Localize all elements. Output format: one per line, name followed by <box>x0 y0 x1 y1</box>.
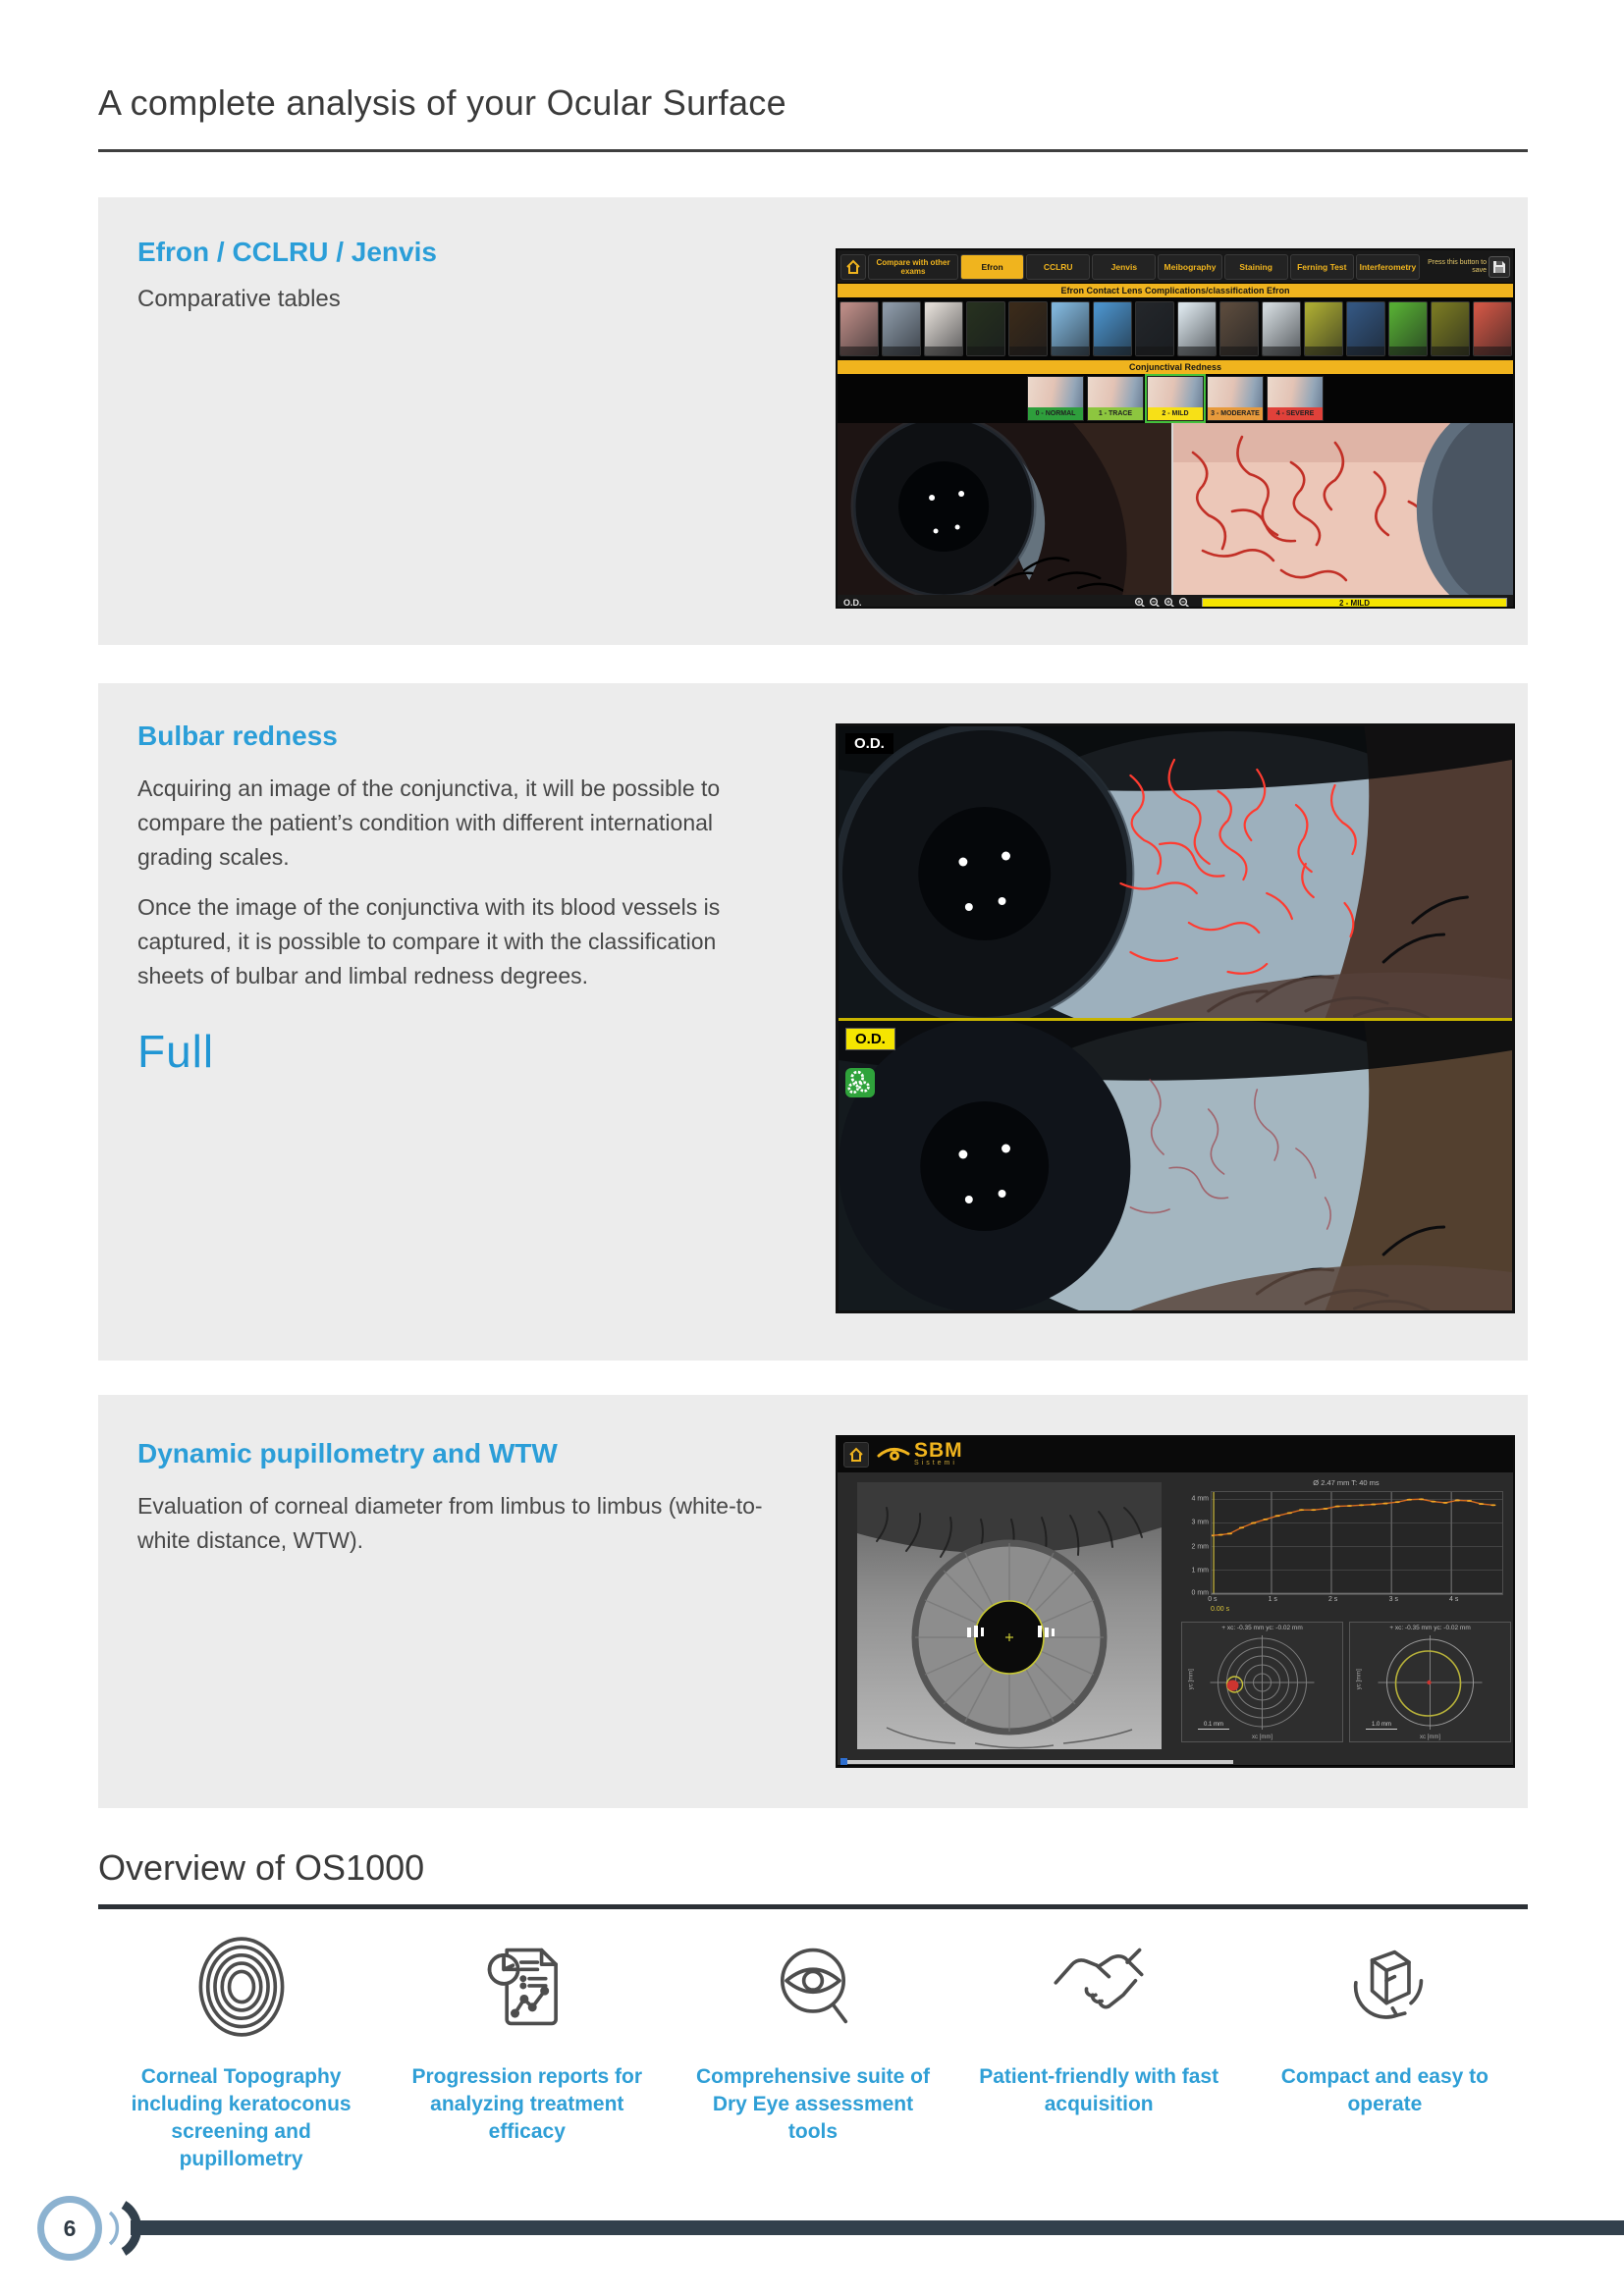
handshake-icon <box>1048 1936 1150 2038</box>
comparison-images <box>838 423 1513 595</box>
section-efron-heading: Efron / CCLRU / Jenvis <box>137 237 437 267</box>
bulbar-image-traced <box>839 726 1512 1018</box>
feature-topography <box>98 1936 384 2173</box>
efron-screenshot <box>836 248 1515 609</box>
tab-efron[interactable]: Efron <box>960 254 1024 280</box>
exam-tabbar <box>838 250 1513 284</box>
y-tick: 1 mm <box>1191 1567 1209 1575</box>
feature-progression <box>384 1936 670 2173</box>
section-efron <box>98 197 1528 645</box>
section-bulbar <box>98 683 1528 1361</box>
x-tick: 2 s <box>1327 1596 1338 1603</box>
grade-image <box>1268 377 1323 407</box>
reference-thumbnail[interactable] <box>1431 301 1470 356</box>
grade-thumbnail[interactable] <box>1087 376 1144 421</box>
patient-eye-image <box>838 423 1171 595</box>
tab-ferning-test[interactable]: Ferning Test <box>1290 254 1354 280</box>
feature-dry-eye <box>670 1936 955 2173</box>
tab-cclru[interactable]: CCLRU <box>1026 254 1090 280</box>
dial-header: + xc: -0.35 mm yc: -0.02 mm <box>1221 1625 1303 1631</box>
tab-staining[interactable]: Staining <box>1224 254 1288 280</box>
captured-eye-image <box>839 1021 1512 1310</box>
reference-thumbnail[interactable] <box>1008 301 1048 356</box>
reference-thumbnail[interactable] <box>839 301 879 356</box>
traced-eye-image <box>839 726 1512 1018</box>
feature-caption: Compact and easy to operate <box>1280 2065 1489 2115</box>
full-logo: Full <box>137 1026 215 1077</box>
section-wtw-text <box>137 1489 805 1574</box>
grade-thumbnail[interactable] <box>1267 376 1324 421</box>
tab-meibography[interactable]: Meibography <box>1158 254 1221 280</box>
dial-scale: 1.0 mm <box>1366 1722 1397 1730</box>
zoom-tools <box>1134 597 1190 609</box>
dial-y-label: yc [mm] <box>1188 1668 1195 1689</box>
feature-caption: Comprehensive suite of Dry Eye assessment tools <box>695 2065 931 2143</box>
section-bulbar-heading: Bulbar redness <box>137 721 338 751</box>
grade-thumbnail[interactable] <box>1147 376 1204 421</box>
section-bulbar-text <box>137 772 776 1009</box>
zoom-out-icon[interactable] <box>1149 597 1161 609</box>
compare-exams-button[interactable]: Compare with other exams <box>868 254 958 280</box>
wtw-paragraph: Evaluation of corneal diameter from limbus to limbus (white-to-white distance, WTW). <box>137 1493 763 1553</box>
save-icon[interactable] <box>1489 256 1510 278</box>
compact-cube-icon <box>1333 1936 1435 2038</box>
reference-thumbnail[interactable] <box>1219 301 1259 356</box>
tab-interferometry[interactable]: Interferometry <box>1356 254 1420 280</box>
reference-thumbnail[interactable] <box>966 301 1005 356</box>
pupil-points <box>1212 1498 1496 1536</box>
pupil-chart-title: Ø 2.47 mm T: 40 ms <box>1313 1478 1380 1487</box>
overview-divider <box>98 1904 1528 1909</box>
dial-header: + xc: -0.35 mm yc: -0.02 mm <box>1389 1625 1471 1631</box>
reference-eye-image <box>1173 423 1513 595</box>
eye-side-label: O.D. <box>843 598 862 608</box>
brand-subname: Sistemi <box>914 1460 957 1467</box>
grade-thumbnail[interactable] <box>1027 376 1084 421</box>
dry-eye-assessment-icon <box>762 1936 864 2038</box>
x-tick: 0 s <box>1208 1596 1218 1603</box>
y-tick: 2 mm <box>1191 1543 1209 1551</box>
x-tick: 3 s <box>1388 1596 1398 1603</box>
reference-thumbnail[interactable] <box>1346 301 1385 356</box>
section-wtw <box>98 1395 1528 1808</box>
feature-patient-friendly <box>956 1936 1242 2173</box>
bulbar-paragraph-1: Acquiring an image of the conjunctiva, it will be possible to compare the patient’s condition with different international grading scales. <box>137 775 721 870</box>
centration-dials <box>1181 1622 1511 1742</box>
footer-bar <box>131 2220 1624 2235</box>
feature-list <box>98 1936 1528 2173</box>
reference-thumbnails <box>838 297 1513 360</box>
reference-thumbnail[interactable] <box>1051 301 1090 356</box>
x-tick: 1 s <box>1268 1596 1277 1603</box>
pupillometry-screenshot <box>836 1435 1515 1768</box>
status-bar <box>838 595 1513 609</box>
zoom-out-icon[interactable] <box>1178 597 1190 609</box>
reference-thumbnail[interactable] <box>1177 301 1217 356</box>
reference-thumbnail[interactable] <box>1304 301 1343 356</box>
x-tick: 4 s <box>1449 1596 1459 1603</box>
analytics-panel <box>1181 1478 1511 1759</box>
reference-thumbnail[interactable] <box>1388 301 1428 356</box>
grade-label: 3 - MODERATE <box>1208 407 1263 420</box>
reference-thumbnail[interactable] <box>1473 301 1512 356</box>
pupillometry-eye-image <box>857 1482 1162 1749</box>
conjunctival-redness-bar: Conjunctival Redness <box>838 360 1513 374</box>
grade-label: 1 - TRACE <box>1088 407 1143 420</box>
section-wtw-heading: Dynamic pupillometry and WTW <box>137 1438 558 1468</box>
pupil-center-dial-fine <box>1181 1622 1343 1742</box>
exam-tabs <box>960 254 1420 280</box>
sbm-logo <box>877 1439 963 1468</box>
section-efron-subtext: Comparative tables <box>137 286 341 312</box>
grade-label: 4 - SEVERE <box>1268 407 1323 420</box>
topography-rings-icon <box>190 1936 293 2038</box>
tab-jenvis[interactable]: Jenvis <box>1092 254 1156 280</box>
brand-name: SBM <box>914 1439 963 1462</box>
pupil-chart <box>1191 1491 1503 1597</box>
feature-caption: Progression reports for analyzing treatment efficacy <box>411 2065 643 2143</box>
pupil-center-dial-coarse <box>1349 1622 1511 1742</box>
home-icon[interactable] <box>840 254 866 280</box>
eye-side-label: O.D. <box>845 733 893 754</box>
dial-y-label: yc [mm] <box>1356 1668 1363 1689</box>
dial-x-label: xc [mm] <box>1420 1735 1440 1740</box>
bulbar-paragraph-2: Once the image of the conjunctiva with its blood vessels is captured, it is possible to compare it with the classification sheets of bulbar and limbal redness degrees. <box>137 894 721 988</box>
y-tick: 3 mm <box>1191 1519 1209 1526</box>
grade-thumbnails <box>838 374 1513 423</box>
dial-x-label: xc [mm] <box>1252 1735 1272 1740</box>
feature-compact <box>1242 1936 1528 2173</box>
analysis-gears-icon[interactable] <box>845 1068 875 1097</box>
horizontal-scrollbar[interactable] <box>841 1760 1233 1764</box>
grade-image <box>1028 377 1083 407</box>
page-number-badge: 6 <box>37 2196 102 2261</box>
eye-side-label: O.D. <box>845 1028 895 1050</box>
reference-thumbnail[interactable] <box>1135 301 1174 356</box>
y-tick: 4 mm <box>1191 1495 1209 1503</box>
grade-image <box>1208 377 1263 407</box>
save-hint-label: Press this button to save <box>1428 258 1487 274</box>
feature-caption: Patient-friendly with fast acquisition <box>979 2065 1219 2115</box>
sbm-workspace <box>838 1472 1513 1765</box>
feature-caption: Corneal Topography including keratoconus screening and pupillometry <box>131 2065 352 2170</box>
zoom-in-icon[interactable] <box>1164 597 1175 609</box>
classification-bar: Efron Contact Lens Complications/classification Efron <box>838 284 1513 297</box>
grade-image <box>1088 377 1143 407</box>
bulbar-image-captured <box>839 1021 1512 1310</box>
grade-image <box>1148 377 1203 407</box>
scrollbar-thumb[interactable] <box>840 1758 847 1765</box>
progression-report-icon <box>476 1936 578 2038</box>
time-cursor-label: 0.00 s <box>1211 1606 1230 1613</box>
page-title: A complete analysis of your Ocular Surface <box>98 82 786 123</box>
y-tick: 0 mm <box>1191 1589 1209 1597</box>
zoom-in-icon[interactable] <box>1134 597 1146 609</box>
bulbar-image-stack <box>836 723 1515 1313</box>
sbm-eye-icon <box>877 1442 910 1468</box>
grade-thumbnail[interactable] <box>1207 376 1264 421</box>
grade-label: 2 - MILD <box>1148 407 1203 420</box>
reference-thumbnail[interactable] <box>924 301 963 356</box>
grade-label: 0 - NORMAL <box>1028 407 1083 420</box>
title-divider <box>98 149 1528 152</box>
pupil-chart-xticks <box>1208 1595 1503 1606</box>
reference-thumbnail[interactable] <box>1093 301 1132 356</box>
reference-thumbnail[interactable] <box>1262 301 1301 356</box>
reference-thumbnail[interactable] <box>882 301 921 356</box>
overview-heading: Overview of OS1000 <box>98 1847 425 1888</box>
selected-grade-bar: 2 - MILD <box>1202 598 1507 609</box>
home-icon[interactable] <box>843 1442 869 1468</box>
dial-scale: 0.1 mm <box>1198 1722 1229 1730</box>
sbm-titlebar <box>838 1437 1513 1472</box>
